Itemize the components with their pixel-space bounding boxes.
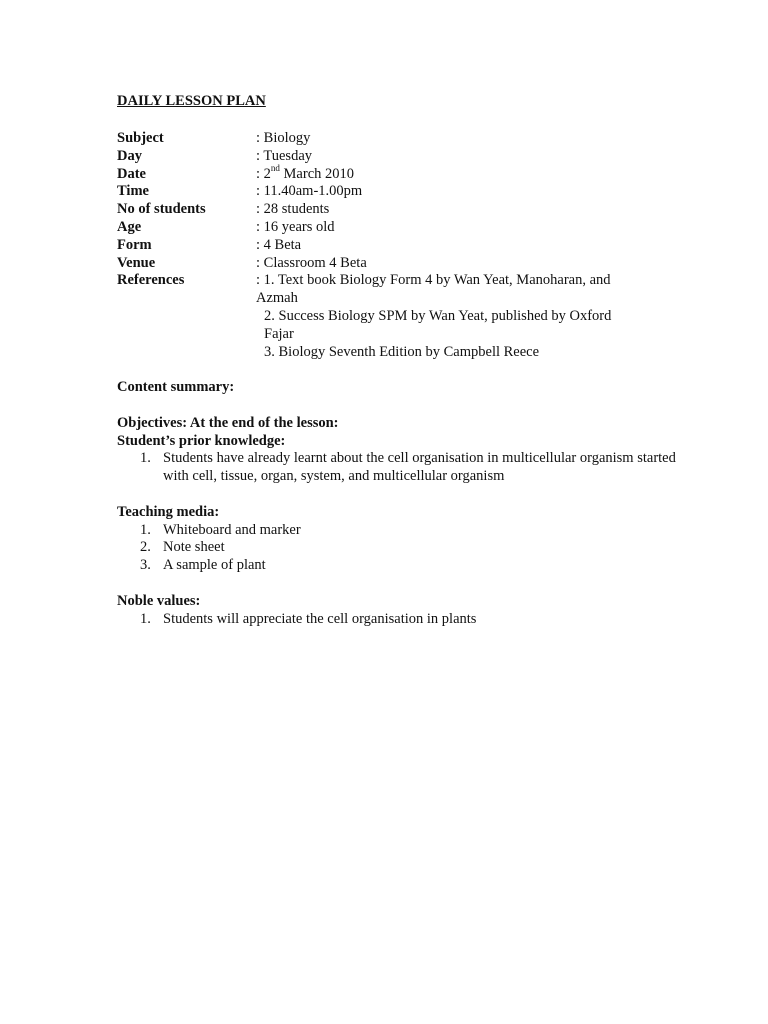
- list-number: 2.: [140, 539, 151, 556]
- list-item: [117, 557, 677, 575]
- reference-line: 3. Biology Seventh Edition by Campbell Reece: [264, 343, 540, 360]
- date-prefix: : 2: [256, 165, 271, 182]
- list-number: 1.: [140, 521, 151, 538]
- field-date: [117, 162, 677, 184]
- field-no-of-students: [117, 201, 677, 219]
- page-title: DAILY LESSON PLAN: [117, 93, 266, 109]
- field-value: : 11.40am-1.00pm: [256, 183, 363, 200]
- prior-knowledge-list: [117, 450, 677, 486]
- references-list: [256, 272, 677, 361]
- field-venue: [117, 255, 677, 273]
- reference-line: 2. Success Biology SPM by Wan Yeat, published by Oxford: [264, 307, 612, 324]
- teaching-media-list: [117, 522, 677, 575]
- prior-knowledge-heading: Student’s prior knowledge:: [117, 432, 286, 449]
- field-day: [117, 148, 677, 166]
- field-value: : Tuesday: [256, 147, 313, 164]
- lesson-details: [117, 130, 677, 361]
- field-form: [117, 237, 677, 255]
- objectives-heading: Objectives: At the end of the lesson:: [117, 414, 339, 431]
- field-value: : Classroom 4 Beta: [256, 254, 367, 271]
- list-item: [117, 522, 677, 540]
- field-label: References: [117, 272, 185, 289]
- field-label: Subject: [117, 130, 164, 146]
- list-text: A sample of plant: [163, 557, 266, 574]
- list-number: 3.: [140, 557, 151, 574]
- field-label: Time: [117, 183, 149, 200]
- field-label: No of students: [117, 201, 206, 218]
- list-text: Whiteboard and marker: [163, 521, 301, 538]
- field-references: [117, 272, 677, 361]
- list-item: [117, 611, 677, 629]
- reference-line: : 1. Text book Biology Form 4 by Wan Yeat, Manoharan, and: [256, 272, 611, 289]
- field-label: Form: [117, 236, 152, 253]
- noble-values-heading: Noble values:: [117, 592, 201, 609]
- field-time: [117, 183, 677, 201]
- field-value: : 16 years old: [256, 218, 335, 235]
- list-item: [117, 539, 677, 557]
- list-text: Students have already learnt about the cell organisation in multicellular organism started with cell, tissue, organ, system, and multicellular organism: [163, 450, 676, 485]
- list-text: Students will appreciate the cell organisation in plants: [163, 610, 477, 627]
- date-suffix: March 2010: [279, 165, 354, 182]
- field-value: : Biology: [256, 130, 311, 146]
- field-age: [117, 219, 677, 237]
- field-value: : 28 students: [256, 201, 330, 218]
- list-number: 1.: [140, 610, 151, 627]
- reference-line: Azmah: [256, 290, 298, 307]
- date-ordinal: nd: [270, 162, 280, 173]
- list-number: 1.: [140, 450, 151, 467]
- noble-values-list: [117, 611, 677, 629]
- field-label: Date: [117, 165, 146, 182]
- list-text: Note sheet: [163, 539, 225, 556]
- field-value: [256, 162, 677, 184]
- field-label: Day: [117, 147, 142, 164]
- document-page: [117, 93, 677, 628]
- content-summary-heading: Content summary:: [117, 379, 235, 396]
- list-item: [117, 450, 677, 486]
- teaching-media-heading: Teaching media:: [117, 503, 220, 520]
- field-value: : 4 Beta: [256, 236, 302, 253]
- field-label: Age: [117, 218, 142, 235]
- field-label: Venue: [117, 254, 156, 271]
- reference-line: Fajar: [264, 325, 294, 342]
- field-subject: [117, 130, 677, 148]
